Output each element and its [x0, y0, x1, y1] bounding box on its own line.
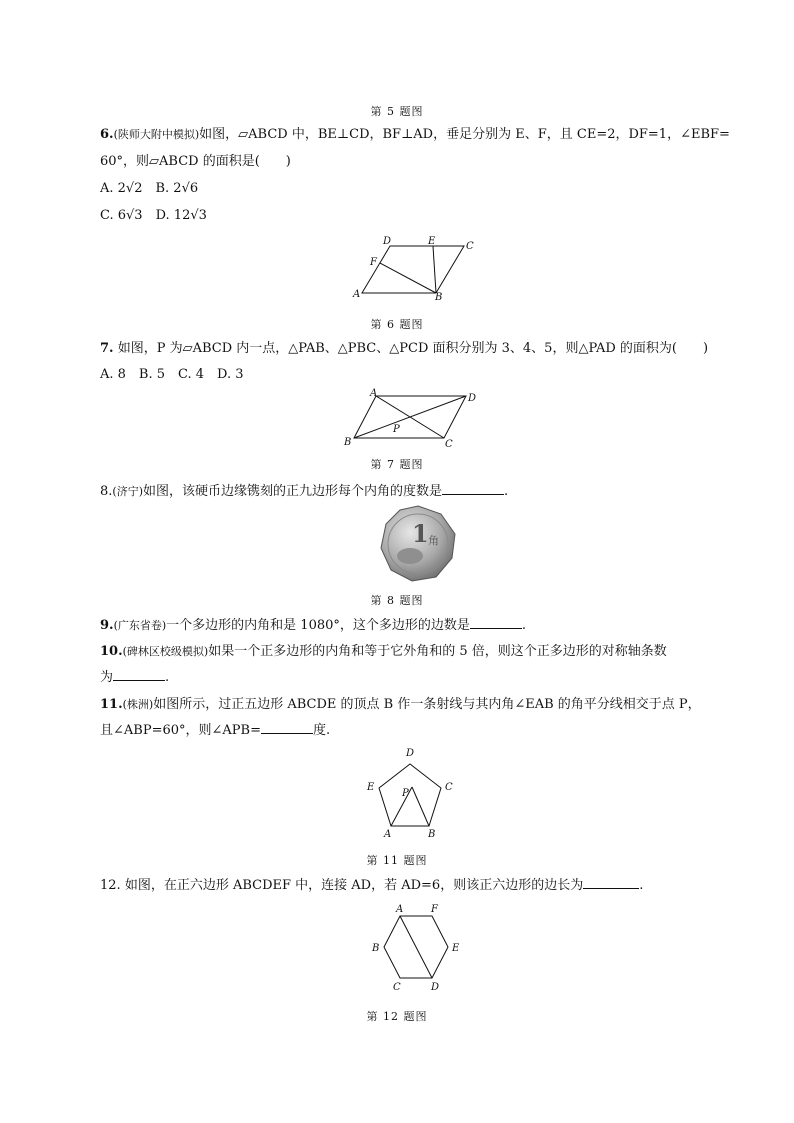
q10-number: 10.: [100, 644, 123, 659]
fig11-pentagon-abcde: [379, 764, 441, 826]
fig11-label-b: B: [428, 829, 436, 840]
q6-number: 6.: [100, 127, 114, 142]
q8-source: (济宁): [112, 485, 143, 498]
q12-number: 12.: [100, 878, 121, 893]
q9-period: .: [521, 618, 527, 633]
fig7-label-c: C: [445, 439, 453, 450]
fig12-label-f: F: [431, 904, 438, 915]
q7-text: 如图，P 为▱ABCD 内一点，△PAB、△PBC、△PCD 面积分别为 3、4、5，则△PAD 的面积为( ): [113, 341, 709, 356]
q10-line1: [100, 643, 667, 661]
q7-line: [100, 340, 708, 358]
q6-line2: 60°，则▱ABCD 的面积是( ): [100, 154, 291, 169]
fig6-label-b: B: [435, 292, 443, 303]
fig6-label-a: A: [353, 289, 361, 300]
fig6-label-d: D: [383, 236, 392, 247]
figure-12-hexagon: [360, 900, 470, 998]
q10-line2: [100, 668, 169, 687]
q10-period: .: [165, 670, 170, 685]
q6-options-ab: A. 2√2 B. 2√6: [100, 181, 199, 196]
q9-text: 一个多边形的内角和是 1080°，这个多边形的边数是: [166, 618, 470, 633]
caption-fig8: 第 8 题图: [370, 594, 424, 607]
fig7-label-a: A: [370, 388, 378, 399]
q9-line: [100, 616, 526, 635]
figure-8-coin: [378, 504, 458, 584]
q11-text: 如图所示，过正五边形 ABCDE 的顶点 B 作一条射线与其内角∠EAB 的角平分线相交于点 P，: [153, 697, 701, 712]
caption-fig11: 第 11 题图: [366, 854, 428, 867]
q11-answer-blank[interactable]: [261, 721, 313, 734]
fig6-label-f: F: [370, 257, 377, 268]
q10-answer-blank[interactable]: [113, 668, 165, 681]
coin-flower-icon: [397, 548, 423, 564]
fig11-label-a: A: [384, 829, 392, 840]
fig11-label-e: E: [367, 782, 375, 793]
q9-answer-blank[interactable]: [470, 616, 522, 629]
q11-text2: 且∠ABP=60°，则∠APB=: [100, 723, 261, 738]
fig12-label-a: A: [396, 904, 404, 915]
q7-options: A. 8 B. 5 C. 4 D. 3: [100, 367, 244, 382]
q8-answer-blank[interactable]: [442, 482, 504, 495]
q6-source: (陕师大附中模拟): [113, 128, 200, 141]
q9-source: (广东省卷): [113, 619, 167, 632]
fig7-label-p: P: [393, 424, 400, 435]
figure-7-parallelogram: [340, 388, 490, 450]
fig6-segment-be: [433, 246, 436, 293]
fig7-label-b: B: [344, 437, 352, 448]
q12-period: .: [639, 878, 644, 893]
fig6-segment-bf: [380, 263, 436, 293]
fig11-ray-bp: [412, 787, 429, 826]
fig7-segment-bd: [354, 396, 466, 438]
q10-text2: 为: [100, 670, 114, 685]
q11-text3: 度.: [313, 723, 331, 738]
coin-jiao-text: 角: [428, 534, 439, 547]
caption-fig12: 第 12 题图: [366, 1010, 428, 1023]
caption-fig5: 第 5 题图: [370, 105, 424, 118]
figure-11-pentagon: [360, 744, 460, 842]
fig12-label-b: B: [372, 943, 380, 954]
fig11-label-p: P: [402, 788, 409, 799]
q7-number: 7.: [100, 341, 114, 356]
q11-source: (株洲): [122, 698, 154, 711]
q10-text: 如果一个正多边形的内角和等于它外角和的 5 倍，则这个正多边形的对称轴条数: [208, 644, 667, 659]
q9-number: 9.: [100, 618, 114, 633]
q8-number: 8.: [100, 484, 113, 499]
q10-source: (碑林区校级模拟): [122, 645, 209, 658]
fig6-label-c: C: [466, 241, 474, 252]
q8-line: [100, 482, 508, 501]
fig6-label-e: E: [428, 236, 436, 247]
q8-period: .: [504, 484, 509, 499]
fig12-label-c: C: [393, 982, 401, 993]
q6-line1: [100, 126, 730, 144]
q12-text: 如图，在正六边形 ABCDEF 中，连接 AD，若 AD=6，则该正六边形的边长为: [120, 878, 584, 893]
q12-line: [100, 876, 643, 895]
q11-line2: [100, 721, 330, 740]
fig6-parallelogram-abcd: [362, 246, 464, 293]
caption-fig7: 第 7 题图: [370, 458, 424, 471]
q12-answer-blank[interactable]: [583, 876, 639, 889]
caption-fig6: 第 6 题图: [370, 318, 424, 331]
q6-options-cd: C. 6√3 D. 12√3: [100, 208, 207, 223]
fig12-diagonal-ad: [400, 916, 432, 978]
figure-6-parallelogram: [340, 232, 480, 304]
q8-text: 如图，该硬币边缘镌刻的正九边形每个内角的度数是: [143, 484, 443, 499]
q6-text1: 如图，▱ABCD 中，BE⊥CD，BF⊥AD，垂足分别为 E、F，且 CE=2，DF=1，∠EBF=: [199, 127, 730, 142]
coin-numeral: 1: [412, 519, 429, 548]
fig11-label-d: D: [406, 748, 415, 759]
fig11-label-c: C: [445, 782, 453, 793]
q11-number: 11.: [100, 697, 123, 712]
fig12-label-e: E: [452, 943, 460, 954]
fig7-label-d: D: [468, 393, 477, 404]
fig12-label-d: D: [431, 982, 440, 993]
q11-line1: [100, 696, 701, 714]
